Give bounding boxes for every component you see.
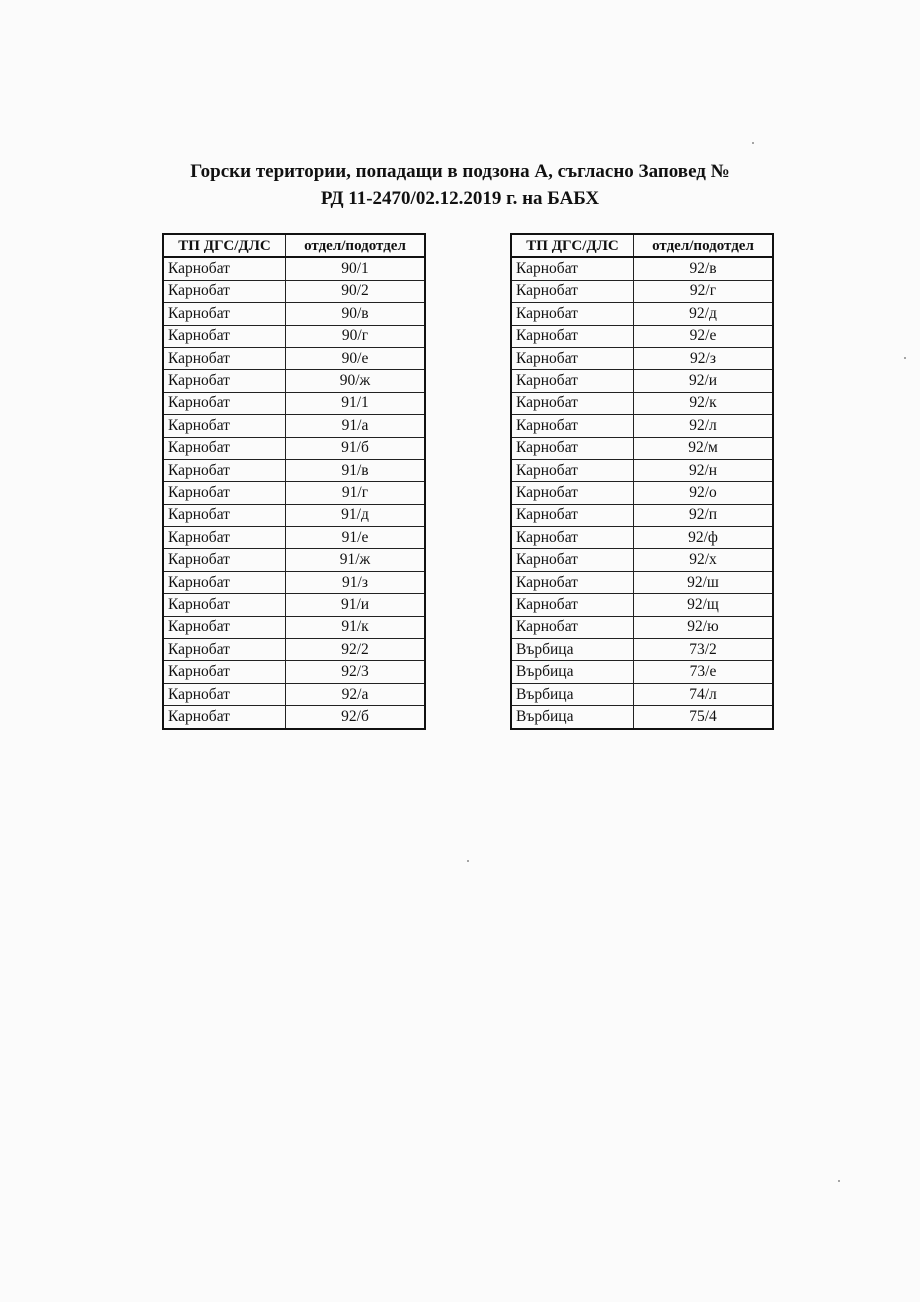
table-row: [163, 347, 425, 369]
cell-section: 73/2: [634, 639, 774, 661]
cell-tp: Карнобат: [163, 370, 286, 392]
table-row: [511, 280, 773, 302]
cell-section: 91/б: [286, 437, 426, 459]
table-row: [511, 325, 773, 347]
cell-section: 92/м: [634, 437, 774, 459]
title-line-2: РД 11-2470/02.12.2019 г. на БАБХ: [320, 188, 600, 209]
table-row: [511, 347, 773, 369]
cell-tp: Карнобат: [163, 504, 286, 526]
table-row: [511, 549, 773, 571]
cell-section: 92/е: [634, 325, 774, 347]
cell-tp: Карнобат: [163, 303, 286, 325]
table-row: [511, 661, 773, 683]
cell-tp: Карнобат: [511, 437, 634, 459]
cell-tp: Карнобат: [511, 571, 634, 593]
table-row: [163, 325, 425, 347]
cell-tp: Карнобат: [511, 325, 634, 347]
cell-tp: Карнобат: [163, 347, 286, 369]
table-row: [511, 504, 773, 526]
cell-tp: Карнобат: [511, 370, 634, 392]
cell-tp: Карнобат: [163, 482, 286, 504]
table-row: [163, 370, 425, 392]
cell-tp: Карнобат: [511, 257, 634, 280]
cell-section: 92/ю: [634, 616, 774, 638]
table-row: [163, 482, 425, 504]
cell-tp: Карнобат: [163, 661, 286, 683]
cell-section: 92/л: [634, 415, 774, 437]
cell-tp: Върбица: [511, 661, 634, 683]
cell-section: 92/2: [286, 639, 426, 661]
cell-tp: Карнобат: [163, 325, 286, 347]
table-row: [163, 437, 425, 459]
cell-section: 92/г: [634, 280, 774, 302]
table-row: [511, 303, 773, 325]
cell-section: 92/д: [634, 303, 774, 325]
column-header-tp: ТП ДГС/ДЛС: [511, 234, 634, 257]
cell-section: 91/г: [286, 482, 426, 504]
cell-tp: Карнобат: [511, 459, 634, 481]
cell-section: 90/е: [286, 347, 426, 369]
cell-section: 92/о: [634, 482, 774, 504]
cell-section: 92/х: [634, 549, 774, 571]
table-row: [511, 639, 773, 661]
cell-tp: Върбица: [511, 683, 634, 705]
cell-section: 91/а: [286, 415, 426, 437]
cell-tp: Карнобат: [163, 571, 286, 593]
table-row: [163, 504, 425, 526]
table-row: [511, 527, 773, 549]
cell-section: 92/а: [286, 683, 426, 705]
cell-section: 92/3: [286, 661, 426, 683]
cell-tp: Карнобат: [163, 459, 286, 481]
left-table: [162, 233, 426, 730]
cell-section: 92/щ: [634, 594, 774, 616]
cell-section: 73/е: [634, 661, 774, 683]
cell-section: 92/и: [634, 370, 774, 392]
cell-section: 91/з: [286, 571, 426, 593]
table-row: [163, 661, 425, 683]
cell-tp: Върбица: [511, 706, 634, 729]
document-title: [0, 158, 920, 212]
cell-section: 90/2: [286, 280, 426, 302]
cell-tp: Карнобат: [511, 280, 634, 302]
cell-section: 92/б: [286, 706, 426, 729]
table-row: [511, 370, 773, 392]
cell-tp: Карнобат: [511, 594, 634, 616]
cell-tp: Карнобат: [163, 594, 286, 616]
cell-tp: Карнобат: [511, 504, 634, 526]
table-header-row: [163, 234, 425, 257]
cell-tp: Карнобат: [163, 437, 286, 459]
scan-speck: [838, 1180, 840, 1182]
cell-section: 90/г: [286, 325, 426, 347]
table-row: [511, 594, 773, 616]
right-table: [510, 233, 774, 730]
cell-section: 92/к: [634, 392, 774, 414]
cell-section: 91/е: [286, 527, 426, 549]
column-header-section: отдел/подотдел: [634, 234, 774, 257]
cell-tp: Карнобат: [163, 527, 286, 549]
cell-tp: Карнобат: [163, 683, 286, 705]
cell-section: 92/в: [634, 257, 774, 280]
cell-tp: Карнобат: [163, 706, 286, 729]
table-header-row: [511, 234, 773, 257]
cell-tp: Карнобат: [163, 257, 286, 280]
table-row: [163, 459, 425, 481]
cell-tp: Карнобат: [511, 482, 634, 504]
table-row: [163, 706, 425, 729]
table-row: [511, 415, 773, 437]
table-row: [511, 482, 773, 504]
cell-section: 92/з: [634, 347, 774, 369]
table-row: [163, 527, 425, 549]
cell-tp: Карнобат: [163, 639, 286, 661]
table-row: [163, 639, 425, 661]
cell-section: 92/ш: [634, 571, 774, 593]
table-row: [163, 392, 425, 414]
cell-section: 91/к: [286, 616, 426, 638]
table-row: [163, 571, 425, 593]
cell-section: 74/л: [634, 683, 774, 705]
cell-section: 91/1: [286, 392, 426, 414]
cell-tp: Карнобат: [511, 303, 634, 325]
cell-tp: Карнобат: [163, 415, 286, 437]
cell-section: 90/в: [286, 303, 426, 325]
table-row: [511, 616, 773, 638]
cell-tp: Карнобат: [163, 616, 286, 638]
cell-section: 92/ф: [634, 527, 774, 549]
cell-section: 91/д: [286, 504, 426, 526]
table-row: [163, 594, 425, 616]
scan-speck: [904, 357, 906, 359]
cell-section: 91/ж: [286, 549, 426, 571]
table-row: [163, 683, 425, 705]
table-row: [163, 257, 425, 280]
cell-section: 92/п: [634, 504, 774, 526]
table-row: [511, 392, 773, 414]
cell-section: 91/в: [286, 459, 426, 481]
cell-section: 91/и: [286, 594, 426, 616]
column-header-tp: ТП ДГС/ДЛС: [163, 234, 286, 257]
cell-section: 90/1: [286, 257, 426, 280]
scan-speck: [752, 142, 754, 144]
cell-tp: Карнобат: [511, 347, 634, 369]
cell-tp: Карнобат: [511, 616, 634, 638]
table-row: [163, 303, 425, 325]
column-header-section: отдел/подотдел: [286, 234, 426, 257]
table-row: [511, 459, 773, 481]
cell-section: 75/4: [634, 706, 774, 729]
cell-tp: Карнобат: [163, 280, 286, 302]
table-row: [511, 257, 773, 280]
table-row: [511, 437, 773, 459]
cell-tp: Карнобат: [511, 549, 634, 571]
cell-tp: Върбица: [511, 639, 634, 661]
cell-tp: Карнобат: [511, 392, 634, 414]
table-row: [511, 571, 773, 593]
cell-section: 92/н: [634, 459, 774, 481]
cell-tp: Карнобат: [511, 527, 634, 549]
cell-tp: Карнобат: [163, 392, 286, 414]
cell-tp: Карнобат: [163, 549, 286, 571]
table-row: [511, 683, 773, 705]
table-row: [163, 280, 425, 302]
cell-section: 90/ж: [286, 370, 426, 392]
table-row: [163, 415, 425, 437]
table-row: [511, 706, 773, 729]
scan-speck: [467, 860, 469, 862]
table-row: [163, 549, 425, 571]
table-row: [163, 616, 425, 638]
title-line-1: Горски територии, попадащи в подзона А, съгласно Заповед №: [190, 161, 730, 182]
cell-tp: Карнобат: [511, 415, 634, 437]
